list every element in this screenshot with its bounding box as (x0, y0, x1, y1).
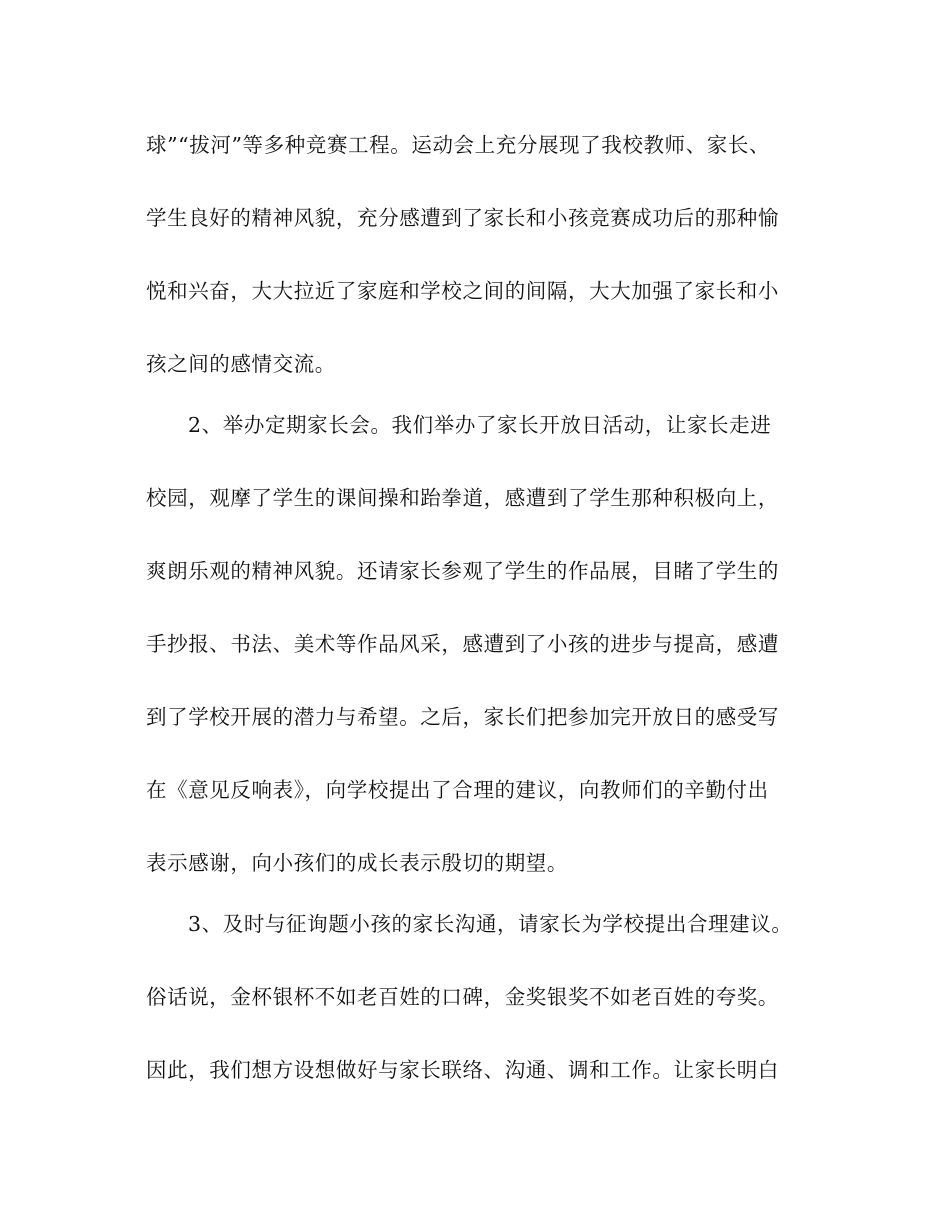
text-line: 表示感谢，向小孩们的成长表示殷切的期望。 (146, 851, 568, 875)
text-line: 因此，我们想方设想做好与家长联络、沟通、调和工作。让家长明白 (146, 1058, 779, 1082)
text-line: 俗话说，金杯银杯不如老百姓的口碑，金奖银奖不如老百姓的夸奖。 (146, 985, 779, 1009)
text-line: 爽朗乐观的精神风貌。还请家长参观了学生的作品展，目睹了学生的 (146, 559, 779, 583)
text-line: 孩之间的感情交流。 (146, 352, 336, 376)
text-line: 校园，观摩了学生的课间操和跆拳道，感遭到了学生那种积极向上， (146, 486, 779, 510)
text-line: 学生良好的精神风貌，充分感遭到了家长和小孩竞赛成功后的那种愉 (146, 206, 779, 230)
text-line: 在《意见反响表》，向学校提出了合理的建议，向教师们的辛勤付出 (146, 778, 769, 802)
text-line: 到了学校开展的潜力与希望。之后，家长们把参加完开放日的感受写 (146, 705, 779, 729)
text-line: 球”“拔河”等多种竞赛工程。运动会上充分展现了我校教师、家长、 (146, 133, 771, 157)
text-line: 悦和兴奋，大大拉近了家庭和学校之间的间隔，大大加强了家长和小 (146, 279, 779, 303)
paragraph-start-line: 3、及时与征询题小孩的家长沟通，请家长为学校提出合理建议。 (188, 912, 793, 936)
text-line: 手抄报、书法、美术等作品风采，感遭到了小孩的进步与提高，感遭 (146, 632, 779, 656)
paragraph-start-line: 2、举办定期家长会。我们举办了家长开放日活动，让家长走进 (188, 413, 772, 437)
